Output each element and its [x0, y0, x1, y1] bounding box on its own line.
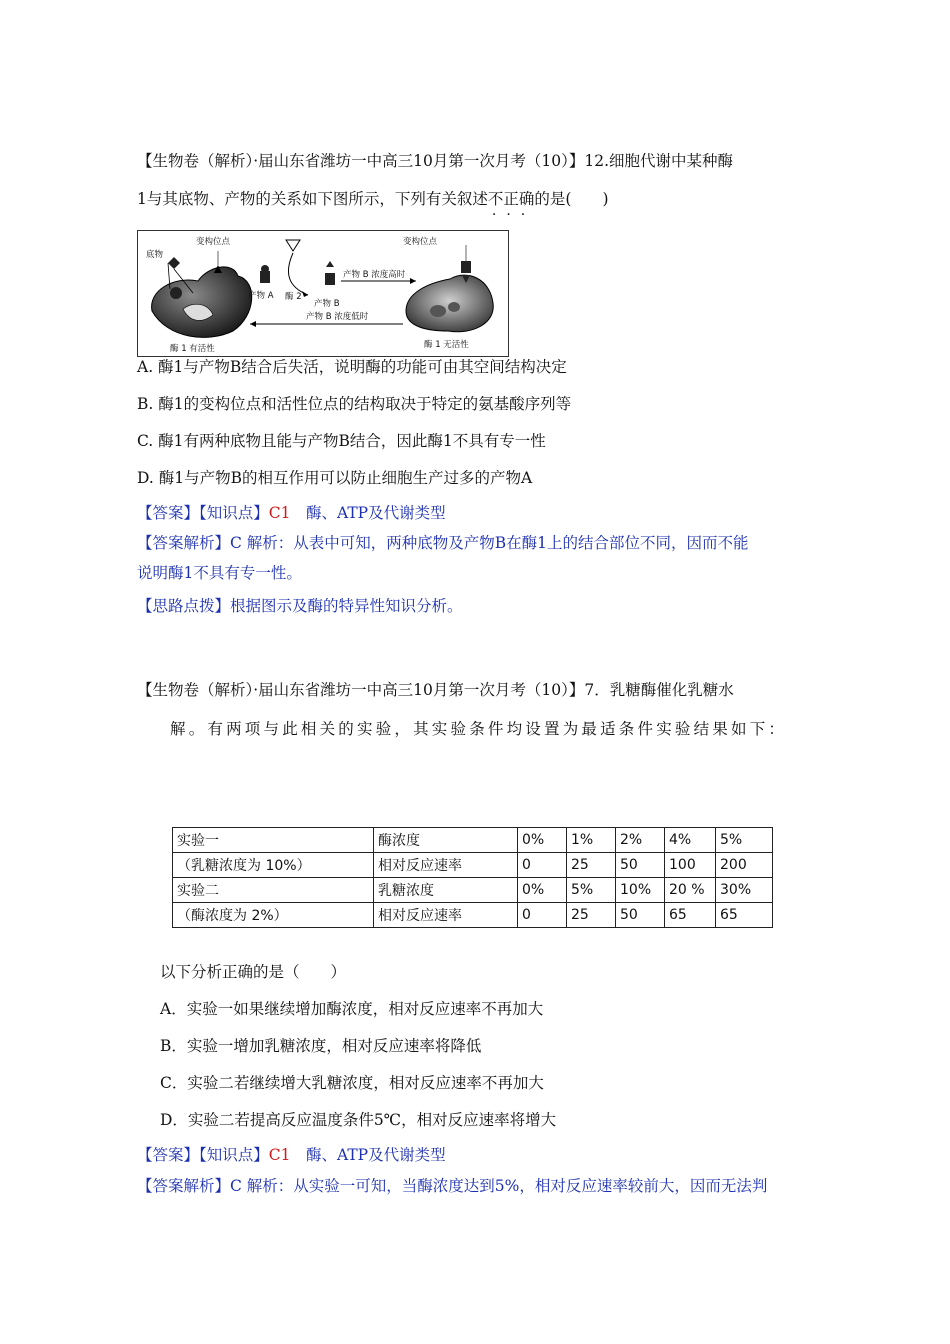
- label-allosteric-right: 变构位点: [403, 237, 438, 247]
- q1-answer: [137, 502, 446, 524]
- label-inactive: 酶 1 无活性: [424, 340, 469, 350]
- table-cell: 200: [716, 853, 773, 878]
- q2-prompt: 以下分析正确的是（ ）: [160, 963, 347, 981]
- table-cell: 100: [665, 853, 716, 878]
- label-active: 酶 1 有活性: [170, 344, 215, 354]
- table-cell: 25: [567, 853, 616, 878]
- table-cell: 乳糖浓度: [374, 878, 518, 903]
- table-cell: 实验二: [173, 878, 374, 903]
- table-cell: 65: [665, 903, 716, 928]
- table-cell: 25: [567, 903, 616, 928]
- table-row: [173, 828, 773, 853]
- enzyme-diagram-svg: [138, 231, 508, 356]
- q1-emphasis-text: 不正确: [487, 190, 535, 208]
- label-product-a: 产物 A: [248, 291, 274, 301]
- q2-answer-code: C1: [268, 1146, 291, 1164]
- q2-answer-label: 【答案】【知识点】: [137, 1146, 269, 1164]
- emphasis-dots: ···: [491, 207, 536, 223]
- q1-answer-code: C1: [268, 504, 291, 522]
- table-cell: 1%: [567, 828, 616, 853]
- product-b-icon: [325, 273, 335, 285]
- q1-option-b: B. 酶1的变构位点和活性位点的结构取决于特定的氨基酸序列等: [137, 395, 572, 413]
- table-row: [173, 878, 773, 903]
- q2-header-line2: 解。有两项与此相关的实验，其实验条件均设置为最适条件实验结果如下：: [170, 720, 788, 738]
- q1-tip: 【思路点拨】根据图示及酶的特异性知识分析。: [137, 597, 463, 615]
- label-enzyme2: 酶 2: [285, 292, 302, 302]
- enzyme1-inactive-shape: [406, 275, 493, 332]
- table-cell: 相对反应速率: [374, 903, 518, 928]
- q1-answer-label: 【答案】【知识点】: [137, 504, 269, 522]
- q1-analysis-line2: 说明酶1不具有专一性。: [137, 564, 302, 582]
- table-cell: （乳糖浓度为 10%）: [173, 853, 374, 878]
- q1-analysis-line1: 【答案解析】C 解析：从表中可知，两种底物及产物B在酶1上的结合部位不同，因而不能: [137, 534, 749, 552]
- table-cell: 5%: [716, 828, 773, 853]
- table-cell: 30%: [716, 878, 773, 903]
- table-cell: 20 %: [665, 878, 716, 903]
- table-cell: 2%: [616, 828, 665, 853]
- q2-answer-topic: 酶、ATP及代谢类型: [290, 1146, 446, 1164]
- table-cell: 0%: [518, 828, 567, 853]
- q2-option-a: A．实验一如果继续增加酶浓度，相对反应速率不再加大: [160, 1000, 544, 1018]
- q1-option-c: C. 酶1有两种底物且能与产物B结合，因此酶1不具有专一性: [137, 432, 546, 450]
- table-row: [173, 903, 773, 928]
- table-cell: 5%: [567, 878, 616, 903]
- table-cell: 0: [518, 903, 567, 928]
- enzyme1-active-shape: [152, 267, 252, 337]
- enzyme-diagram: [137, 230, 509, 357]
- enzyme2-arrow: [288, 253, 308, 295]
- q2-analysis-line1: 【答案解析】C 解析：从实验一可知，当酶浓度达到5%，相对反应速率较前大，因而无法判: [137, 1177, 768, 1195]
- table-cell: 50: [616, 853, 665, 878]
- table-cell: 10%: [616, 878, 665, 903]
- q1-option-d: D. 酶1与产物B的相互作用可以防止细胞生产过多的产物A: [137, 469, 533, 487]
- table-cell: 65: [716, 903, 773, 928]
- q2-option-b: B．实验一增加乳糖浓度，相对反应速率将降低: [160, 1037, 482, 1055]
- table-cell: 50: [616, 903, 665, 928]
- q2-header-line1: 【生物卷（解析）·届山东省潍坊一中高三10月第一次月考（10）】7．乳糖酶催化乳糖水: [137, 681, 734, 699]
- label-product-b: 产物 B: [314, 299, 340, 309]
- substrate-circle: [170, 287, 182, 299]
- table-row: [173, 853, 773, 878]
- label-low: 产物 B 浓度低时: [306, 312, 369, 322]
- bound-product-b: [461, 261, 471, 273]
- label-high: 产物 B 浓度高时: [343, 270, 406, 280]
- table-cell: 4%: [665, 828, 716, 853]
- q1-emphasis: [487, 190, 536, 223]
- q1-header-line1: 【生物卷（解析）·届山东省潍坊一中高三10月第一次月考（10）】12.细胞代谢中某种酶: [137, 152, 734, 170]
- q1-header-line2: [137, 188, 609, 223]
- enzyme2-icon: [286, 240, 300, 251]
- q1-option-a: A. 酶1与产物B结合后失活，说明酶的功能可由其空间结构决定: [137, 358, 567, 376]
- table-cell: （酶浓度为 2%）: [173, 903, 374, 928]
- q1-answer-topic: 酶、ATP及代谢类型: [290, 504, 446, 522]
- table-cell: 相对反应速率: [374, 853, 518, 878]
- label-allosteric-left: 变构位点: [196, 237, 231, 247]
- table-cell: 0%: [518, 878, 567, 903]
- q2-answer: [137, 1144, 446, 1166]
- table-cell: 酶浓度: [374, 828, 518, 853]
- q2-option-c: C．实验二若继续增大乳糖浓度，相对反应速率不再加大: [160, 1074, 544, 1092]
- q1-header-end: 的是( ): [534, 190, 609, 208]
- table-cell: 实验一: [173, 828, 374, 853]
- q1-header-text: 1与其底物、产物的关系如下图所示，下列有关叙述: [137, 190, 488, 208]
- q2-option-d: D．实验二若提高反应温度条件5℃，相对反应速率将增大: [160, 1111, 557, 1129]
- label-substrate: 底物: [146, 250, 164, 260]
- substrate-diamond: [168, 257, 180, 269]
- experiment-table: [172, 827, 773, 928]
- table-cell: 0: [518, 853, 567, 878]
